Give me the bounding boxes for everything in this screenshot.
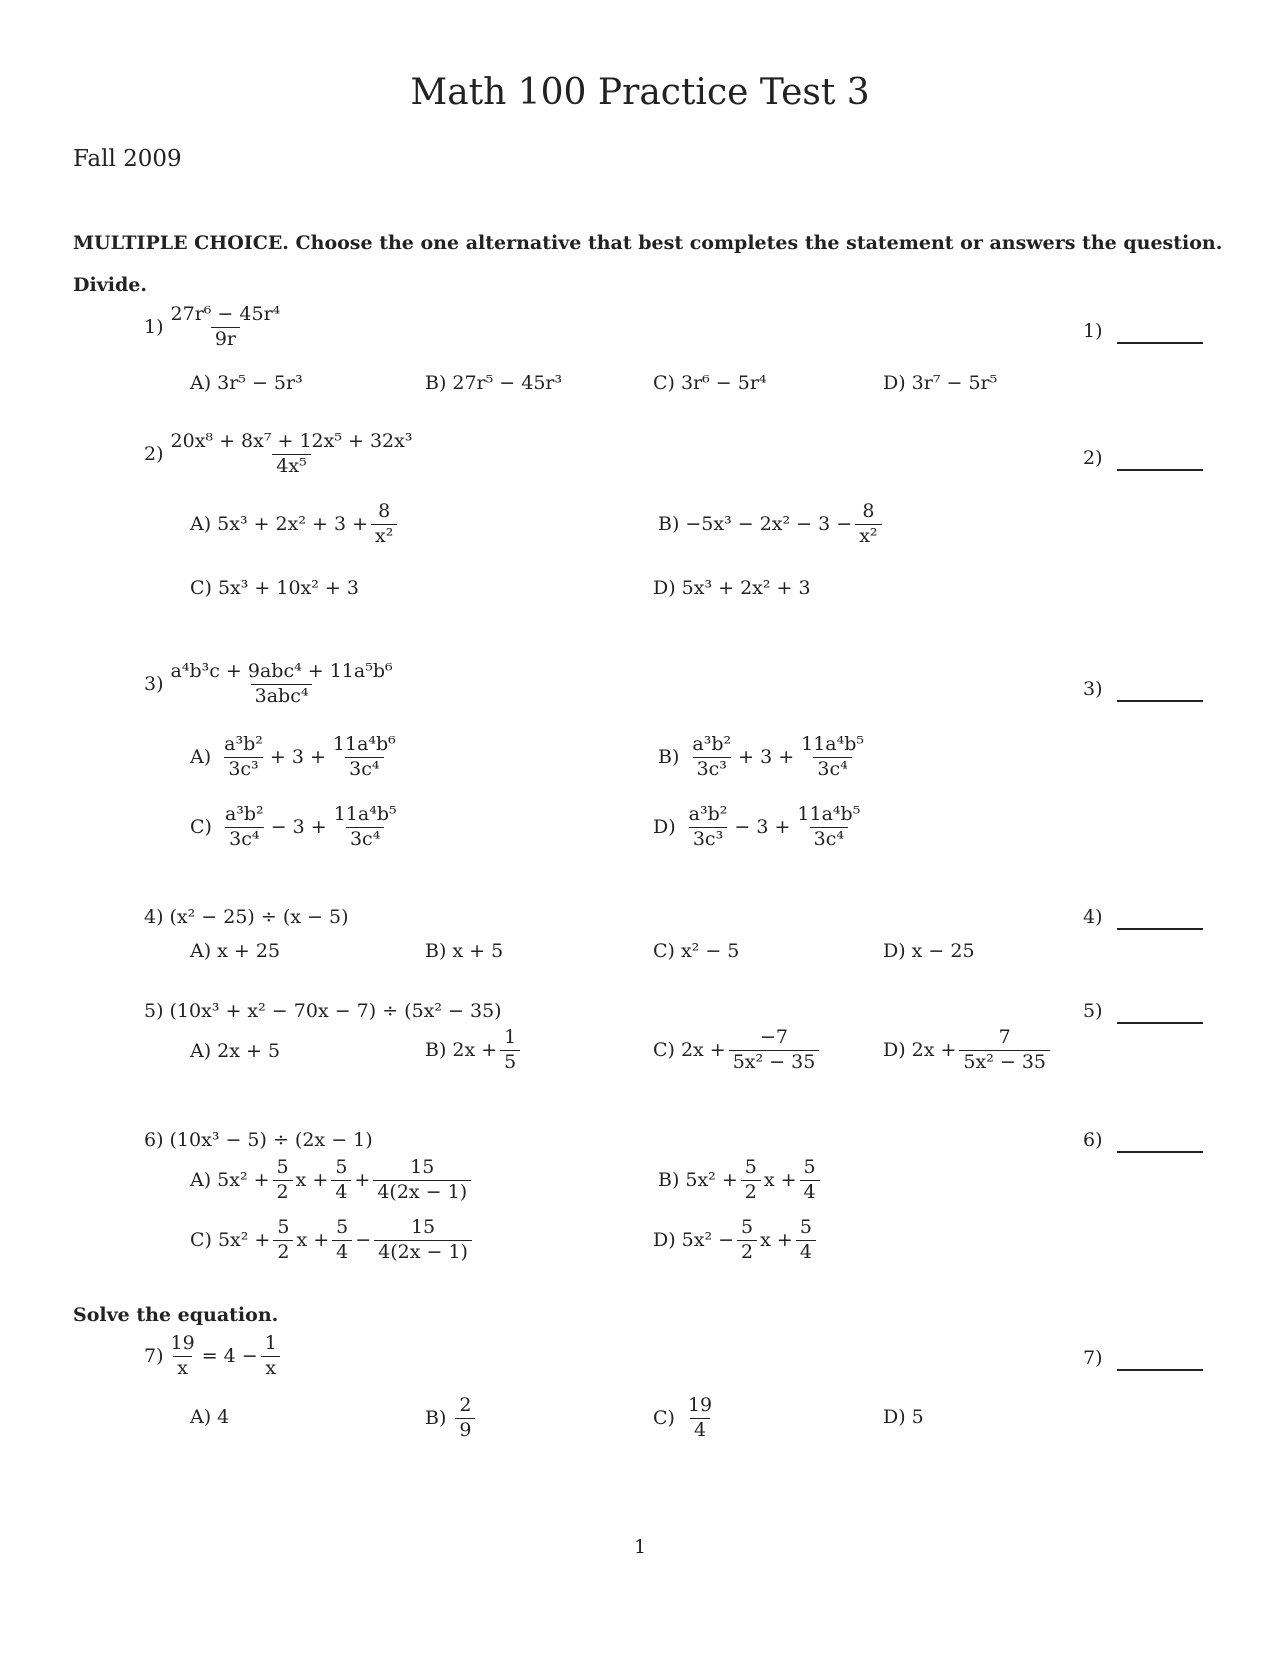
section-divide: Divide.	[73, 274, 147, 296]
question-1	[144, 303, 287, 352]
q1-option-c[interactable]: C) 3r⁶ − 5r⁴	[653, 372, 767, 394]
term-label: Fall 2009	[73, 146, 182, 172]
answer-label-2: 2)	[1083, 447, 1103, 469]
q3-option-d[interactable]: D) $\frac{\text{a³b²}}{\text{3c³}}$ − 3 + $\frac{\text{11a⁴b⁵}}{\text{3c⁴}}$	[653, 803, 861, 850]
q3-option-a[interactable]: A) $\frac{\text{a³b²}}{\text{3c³}}$ + 3 + $\frac{\text{11a⁴b⁶}}{\text{3c⁴}}$	[190, 733, 396, 780]
q5-option-d[interactable]: D) 2x + $\frac{7}{\text{5x² − 35}}$	[883, 1026, 1053, 1075]
question-fraction	[167, 660, 397, 709]
question-3	[144, 660, 400, 709]
denominator: 3abc⁴	[251, 684, 313, 709]
q2-option-d[interactable]: D) 5x³ + 2x² + 3	[653, 577, 811, 599]
answer-label-4: 4)	[1083, 906, 1103, 928]
numerator: 27r⁶ − 45r⁴	[170, 303, 281, 325]
page-title: Math 100 Practice Test 3	[410, 72, 870, 113]
q4-option-a[interactable]: A) x + 25	[190, 940, 281, 962]
question-number: 1)	[144, 316, 164, 339]
question-fraction	[167, 430, 417, 479]
page-number: 1	[633, 1536, 647, 1558]
question-fraction	[167, 303, 285, 352]
q7-option-d[interactable]: D) 5	[883, 1406, 924, 1428]
q6-option-d[interactable]: D) 5x² − $\frac{5}{2}$ x + $\frac{5}{4}$	[653, 1216, 819, 1265]
answer-line-2[interactable]	[1117, 469, 1203, 471]
q5-option-b[interactable]: B) 2x + $\frac{1}{5}$	[425, 1026, 523, 1075]
answer-line-3[interactable]	[1117, 700, 1203, 702]
q2-option-a[interactable]: A) 5x³ + 2x² + 3 + $\frac{8}{\text{x²}}$	[190, 500, 400, 549]
q3-option-c[interactable]: C) $\frac{\text{a³b²}}{\text{3c⁴}}$ − 3 + $\frac{\text{11a⁴b⁵}}{\text{3c⁴}}$	[190, 803, 397, 850]
question-4: 4) (x² − 25) ÷ (x − 5)	[144, 906, 349, 928]
answer-line-4[interactable]	[1117, 928, 1203, 930]
numerator: 20x⁸ + 8x⁷ + 12x⁵ + 32x³	[170, 430, 413, 452]
question-5: 5) (10x³ + x² − 70x − 7) ÷ (5x² − 35)	[144, 1000, 502, 1022]
q6-option-a[interactable]: A) 5x² + $\frac{5}{2}$ x + $\frac{5}{4}$ + $\frac{15}{4(2x - 1)}$	[190, 1156, 474, 1205]
q2-option-b[interactable]: B) −5x³ − 2x² − 3 − $\frac{8}{\text{x²}}$	[658, 500, 885, 549]
q6-option-b[interactable]: B) 5x² + $\frac{5}{2}$ x + $\frac{5}{4}$	[658, 1156, 823, 1205]
section-solve: Solve the equation.	[73, 1304, 279, 1326]
q1-option-b[interactable]: B) 27r⁵ − 45r³	[425, 372, 563, 394]
q6-option-c[interactable]: C) 5x² + $\frac{5}{2}$ x + $\frac{5}{4}$ − $\frac{15}{4(2x - 1)}$	[190, 1216, 475, 1265]
q5-option-a[interactable]: A) 2x + 5	[190, 1040, 281, 1062]
numerator: a⁴b³c + 9abc⁴ + 11a⁵b⁶	[170, 660, 393, 682]
answer-label-6: 6)	[1083, 1129, 1103, 1151]
answer-label-7: 7)	[1083, 1347, 1103, 1369]
q1-option-d[interactable]: D) 3r⁷ − 5r⁵	[883, 372, 998, 394]
q4-option-b[interactable]: B) x + 5	[425, 940, 504, 962]
q5-option-c[interactable]: C) 2x + $\frac{-7}{\text{5x² − 35}}$	[653, 1026, 822, 1075]
answer-line-5[interactable]	[1117, 1022, 1203, 1024]
instructions: MULTIPLE CHOICE. Choose the one alternative that best completes the statement or answers the question.	[73, 232, 1223, 254]
denominator: 4x⁵	[272, 454, 310, 479]
question-7: 7) $\frac{19}{x}$ = 4 − $\frac{1}{x}$	[144, 1332, 284, 1381]
q4-option-c[interactable]: C) x² − 5	[653, 940, 740, 962]
question-number: 3)	[144, 673, 164, 696]
q1-option-a[interactable]: A) 3r⁵ − 5r³	[190, 372, 303, 394]
answer-line-7[interactable]	[1117, 1369, 1203, 1371]
q7-option-c[interactable]: C) $\frac{19}{4}$	[653, 1394, 713, 1441]
answer-label-5: 5)	[1083, 1000, 1103, 1022]
q3-option-b[interactable]: B) $\frac{\text{a³b²}}{\text{3c³}}$ + 3 + $\frac{\text{11a⁴b⁵}}{\text{3c⁴}}$	[658, 733, 865, 780]
denominator: 9r	[211, 327, 240, 352]
question-2	[144, 430, 419, 479]
answer-line-6[interactable]	[1117, 1151, 1203, 1153]
q7-option-a[interactable]: A) 4	[190, 1406, 230, 1428]
q2-option-c[interactable]: C) 5x³ + 10x² + 3	[190, 577, 359, 599]
answer-line-1[interactable]	[1117, 342, 1203, 344]
q4-option-d[interactable]: D) x − 25	[883, 940, 975, 962]
question-number: 2)	[144, 443, 164, 466]
question-6: 6) (10x³ − 5) ÷ (2x − 1)	[144, 1129, 373, 1151]
q7-option-b[interactable]: B) $\frac{2}{9}$	[425, 1394, 478, 1443]
answer-label-1: 1)	[1083, 320, 1103, 342]
answer-label-3: 3)	[1083, 678, 1103, 700]
